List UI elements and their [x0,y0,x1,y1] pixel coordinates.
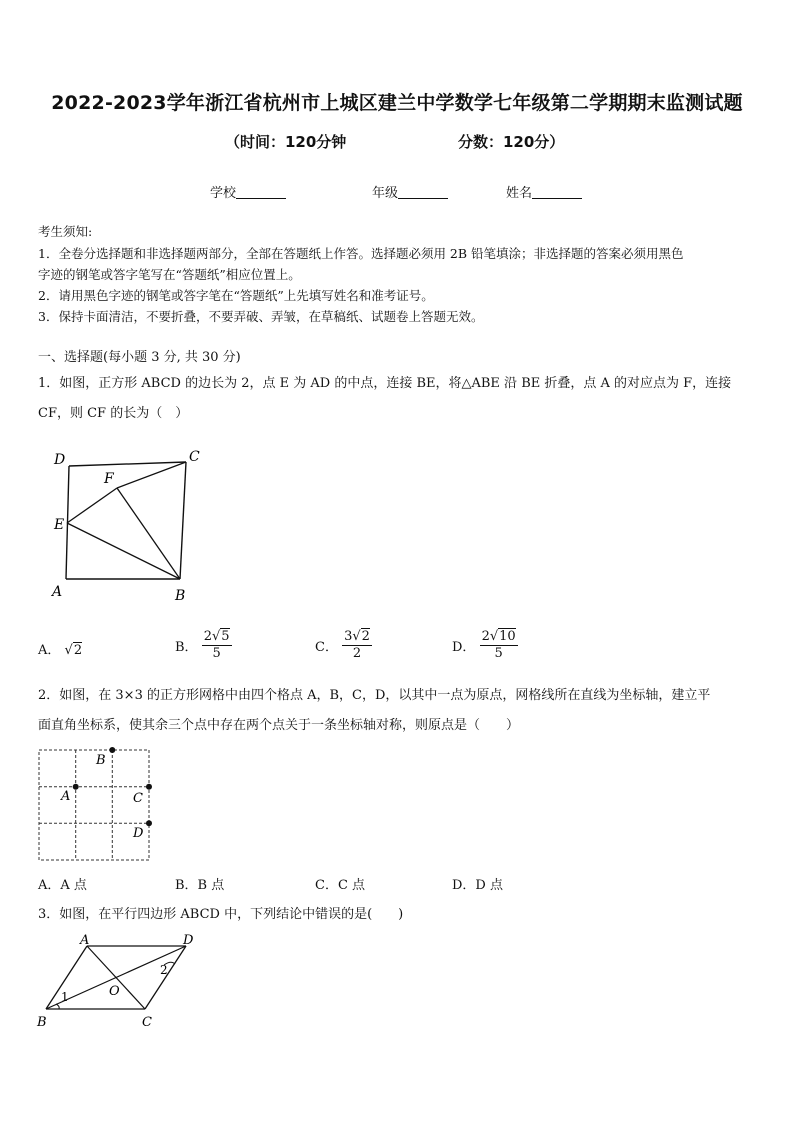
q3-label-o: O [109,984,120,999]
q2-line-1: 2．如图，在 3×3 的正方形网格中由四个格点 A，B，C，D，以其中一点为原点，网格线所在直线为坐标轴，建立平 [38,688,711,703]
school-field [210,182,286,201]
q2-label-a: A [61,789,71,804]
q2-option-a[interactable]: A．A 点 [38,878,87,893]
q2-line-2: 面直角坐标系，使其余三个点中存在两个点关于一条坐标轴对称，则原点是（ ） [38,718,520,733]
q3-label-angle-2: 2 [160,963,168,977]
q2-label-d: D [133,826,144,841]
q1-label-c: C [189,449,200,465]
q1-option-b-fraction: $\frac{2√5}{5}$ [203,629,230,661]
q1-option-d-radicand: 10 [499,629,516,644]
name-blank[interactable] [532,186,582,199]
q1-option-c-fraction: $\frac{3√2}{2}$ [344,629,370,661]
q2-point-d [146,820,152,826]
q1-line-2: CF，则 CF 的长为（ ） [38,406,189,421]
q1-label-d: D [54,452,66,468]
q3-label-c: C [142,1015,152,1030]
school-label: 学校 [210,186,237,201]
section-heading: 一、选择题(每小题 3 分, 共 30 分) [38,350,241,365]
exam-score: 分数：120分） [458,133,565,151]
q3-label-d: D [183,933,194,948]
notice-heading: 考生须知: [38,224,93,239]
school-blank[interactable] [236,186,286,199]
q1-side-dc [69,462,186,466]
q3-figure [34,930,204,1030]
q3-angle-1-arc [56,1004,59,1009]
q1-option-b-radicand: 5 [221,629,230,644]
q3-line-1: 3．如图，在平行四边形 ABCD 中，下列结论中错误的是( ) [38,907,404,922]
q2-option-b[interactable]: B．B 点 [175,878,225,893]
question-3 [38,904,758,925]
q3-label-b: B [37,1015,47,1030]
q1-line-1: 1．如图，正方形 ABCD 的边长为 2，点 E 为 AD 的中点，连接 BE，将△ABE 沿 BE 折叠，点 A 的对应点为 F，连接 [38,376,732,391]
q1-option-d-coef: 2 [481,629,490,644]
name-field [506,182,582,201]
page-title: 2022-2023学年浙江省杭州市上城区建兰中学数学七年级第二学期期末监测试题 [51,92,743,114]
q1-option-a[interactable]: A． √2 [38,643,83,658]
q1-option-b-coef: 2 [203,629,212,644]
notice-item-2: 2．请用黑色字迹的钢笔或答字笔在“答题纸”上先填写姓名和准考证号。 [38,288,434,303]
q1-option-c-coef: 3 [344,629,353,644]
q1-option-b-label: B． [175,640,198,655]
grade-blank[interactable] [398,186,448,199]
q1-option-d[interactable] [452,629,518,662]
q2-option-d[interactable]: D．D 点 [452,878,503,893]
q1-figure [40,445,220,605]
grade-label: 年级 [372,186,399,201]
name-label: 姓名 [506,186,533,201]
q1-option-b[interactable] [175,629,232,662]
q2-label-b: B [96,753,106,768]
grade-field [372,182,448,201]
q2-label-c: C [133,791,143,806]
q2-point-b [109,747,115,753]
q1-label-f: F [104,471,114,487]
q2-point-a [73,784,79,790]
question-1 [38,373,758,424]
q3-label-a: A [80,933,90,948]
q1-option-c-radicand: 2 [361,629,370,644]
q1-option-a-radicand: 2 [73,643,83,658]
q1-option-b-den: 5 [212,646,221,661]
q2-option-c[interactable]: C．C 点 [315,878,366,893]
q1-option-c-label: C． [315,640,338,655]
q2-grid-figure [36,745,156,863]
q1-label-a: A [52,584,63,600]
exam-time: （时间：120分钟 [225,133,347,151]
question-2 [38,685,758,736]
notice-item-1b: 字迹的钢笔或答字笔写在“答题纸”相应位置上。 [38,267,301,282]
q1-side-cb [180,462,186,579]
q1-option-a-label: A． [38,643,61,658]
notice-item-3: 3．保持卡面清洁，不要折叠，不要弄破、弄皱，在草稿纸、试题卷上答题无效。 [38,309,484,324]
q1-option-d-den: 5 [494,646,503,661]
q1-label-e: E [54,517,65,533]
q1-segment-eb [67,523,180,579]
q1-segment-ef [67,488,117,523]
q1-option-c-den: 2 [352,646,362,661]
q1-segment-fb [117,488,180,579]
notice-item-1a: 1．全卷分选择题和非选择题两部分，全部在答题纸上作答。选择题必须用 2B 铅笔填涂；非选择题的答案必须用黑色 [38,246,684,261]
q1-option-d-fraction: $\frac{2√10}{5}$ [481,629,516,661]
q3-label-angle-1: 1 [61,990,69,1004]
q1-segment-fc [117,462,186,488]
q1-label-b: B [175,588,186,604]
q1-option-d-label: D． [452,640,476,655]
q1-option-c[interactable] [315,629,372,662]
exam-notice [38,223,758,326]
q2-point-c [146,784,152,790]
